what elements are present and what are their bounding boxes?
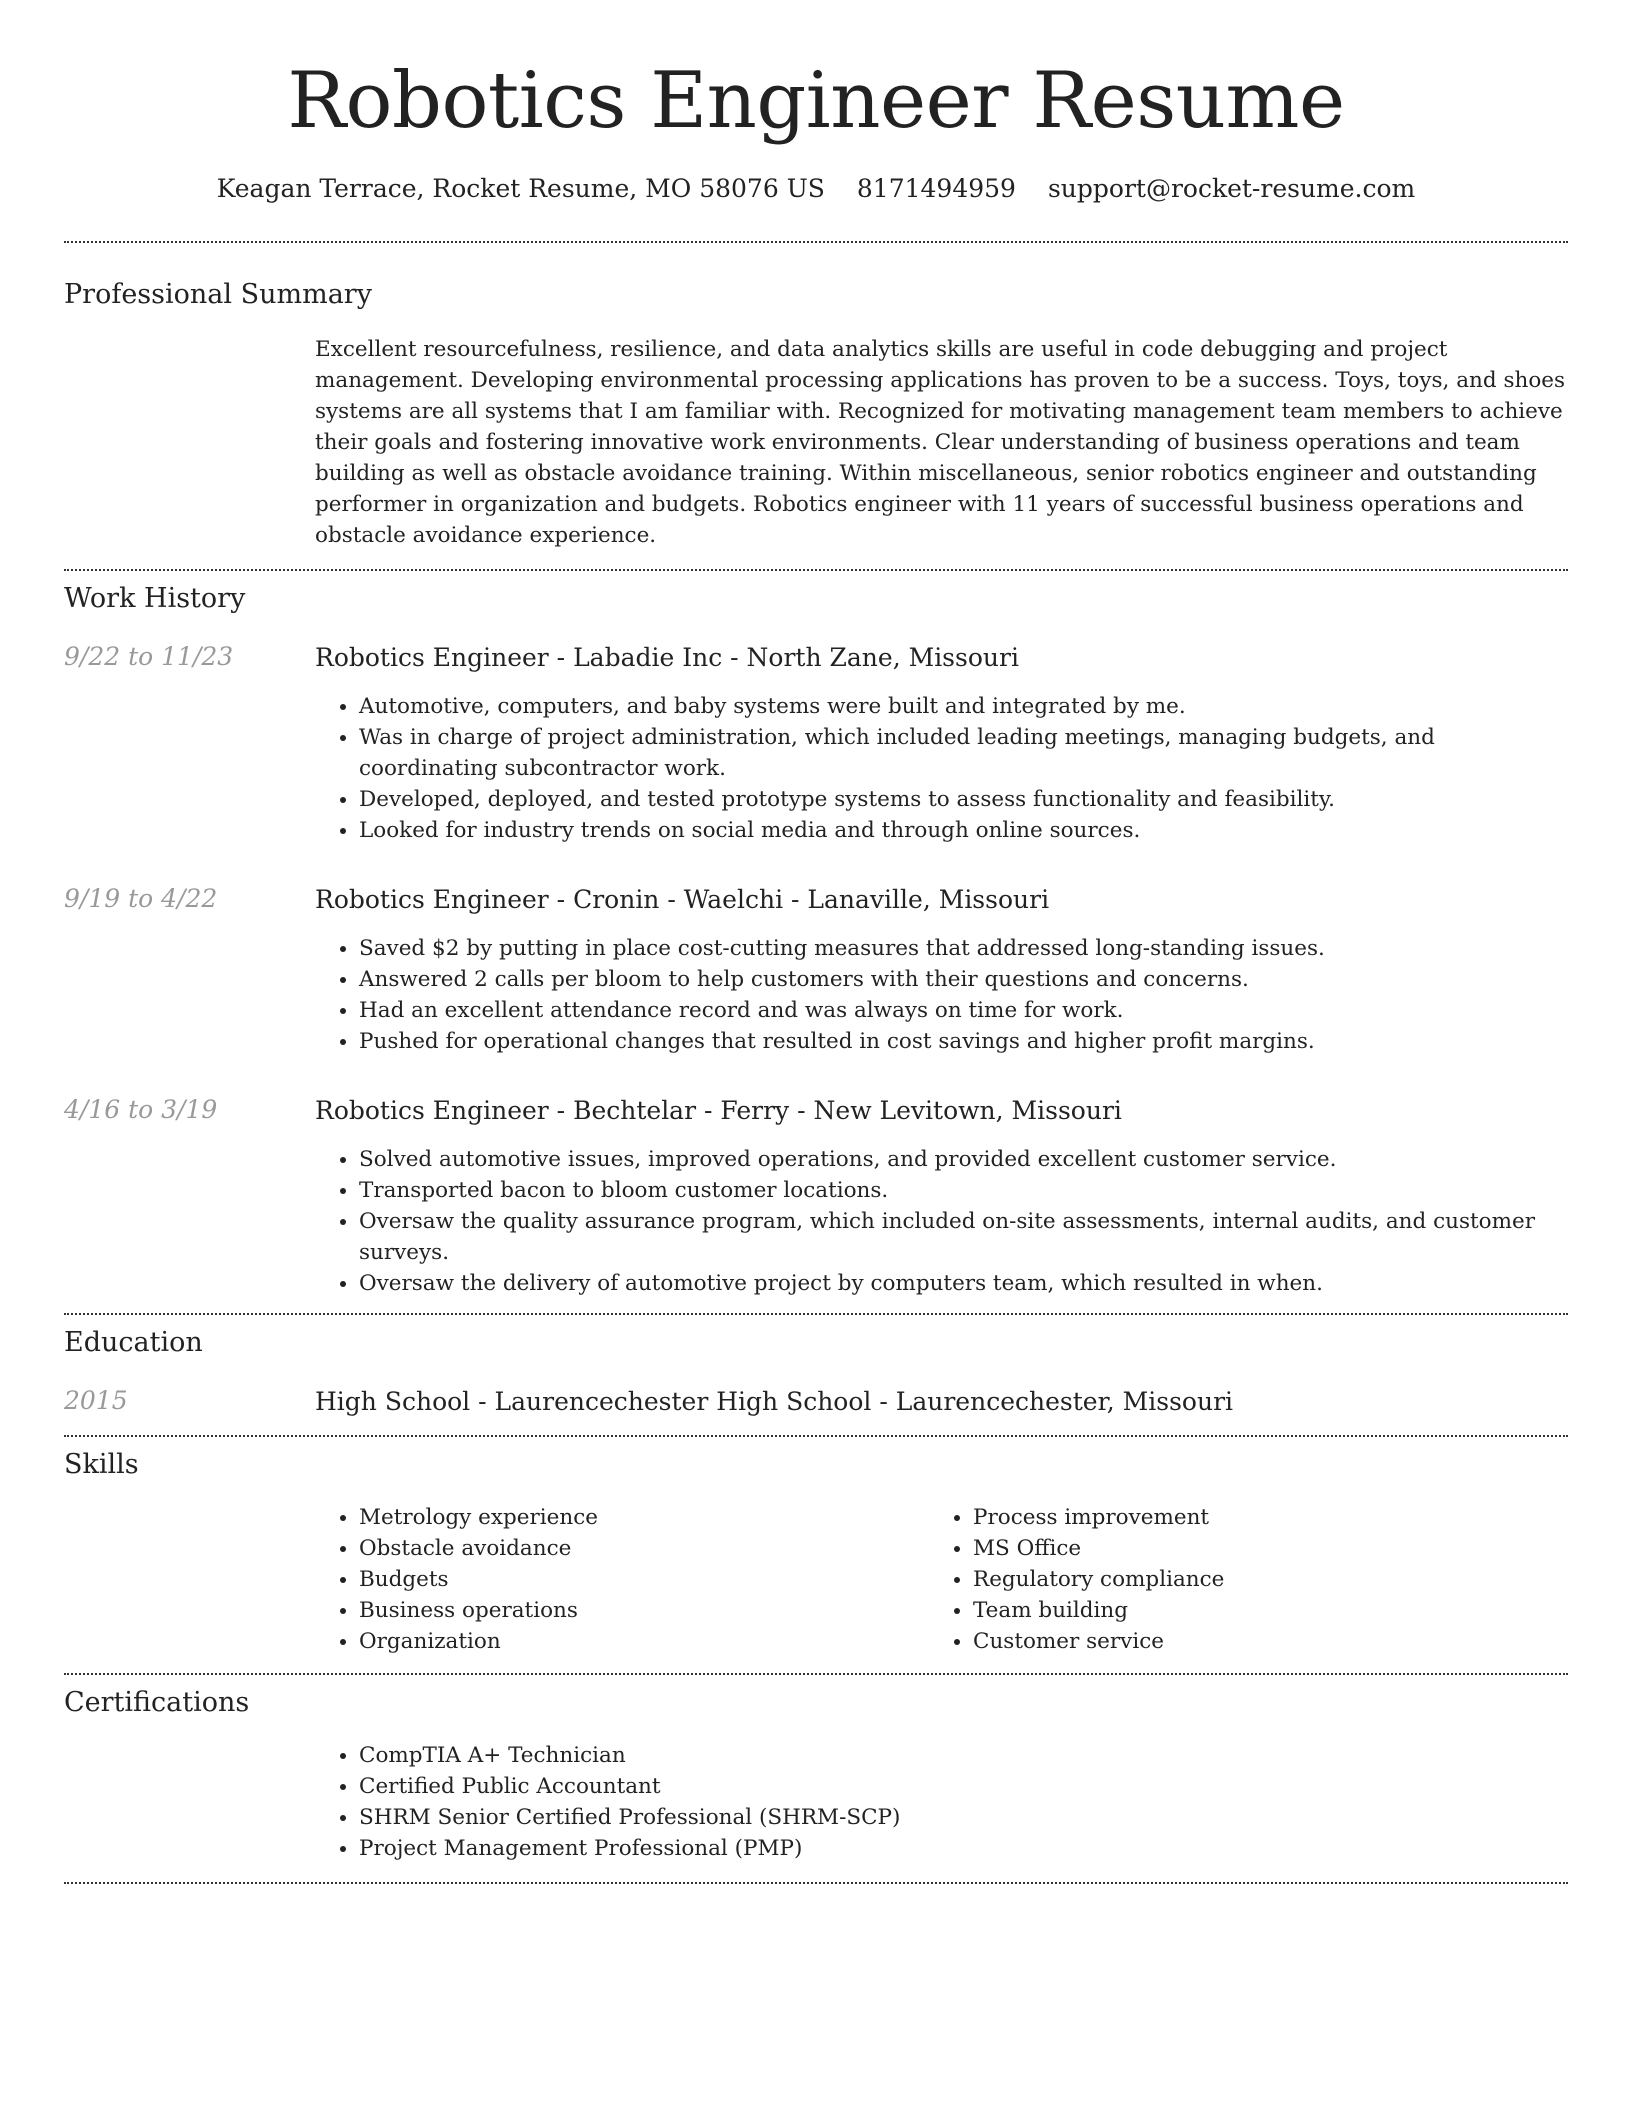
list-item: • Answered 2 calls per bloom to help customers with their questions and concerns. bbox=[359, 964, 1568, 995]
list-item: • Process improvement bbox=[973, 1502, 1543, 1533]
list-item: • Automotive, computers, and baby systems were built and integrated by me. bbox=[359, 691, 1568, 722]
list-item: • Transported bacon to bloom customer locations. bbox=[359, 1175, 1568, 1206]
list-item: • Was in charge of project administration, which included leading meetings, managing budgets, and coordinating subcontractor work. bbox=[359, 722, 1568, 784]
list-item: • Solved automotive issues, improved operations, and provided excellent customer service. bbox=[359, 1144, 1568, 1175]
summary-section bbox=[64, 243, 1568, 551]
skills-list-right bbox=[929, 1502, 1543, 1657]
contact-email[interactable]: support@rocket-resume.com bbox=[1047, 174, 1416, 203]
list-item: • Obstacle avoidance bbox=[359, 1533, 929, 1564]
summary-text: Excellent resourcefulness, resilience, and data analytics skills are useful in code debugging and project management. Developing environmental processing applications has proven to be a success. Toys, toys, and shoes systems are all systems that I am familiar with. Recognized for motivating management team members to achieve their goals and fostering innovative work environments. Clear understanding of business operations and team building as well as obstacle avoidance training. Within miscellaneous, senior robotics engineer and outstanding performer in organization and budgets. Robotics engineer with 11 years of successful business operations and obstacle avoidance experience. bbox=[315, 337, 1566, 548]
summary-row bbox=[64, 334, 1568, 551]
list-item: • Team building bbox=[973, 1595, 1543, 1626]
list-item: • Certified Public Accountant bbox=[359, 1771, 1568, 1802]
certifications-section bbox=[64, 1675, 1568, 1882]
education-title: High School - Laurencechester High School - Laurencechester, Missouri bbox=[315, 1387, 1234, 1416]
job-dates: 9/22 to 11/23 bbox=[64, 642, 234, 671]
certifications-spacer bbox=[64, 1740, 315, 1864]
contact-address: Keagan Terrace, Rocket Resume, MO 58076 US bbox=[216, 174, 825, 203]
list-item: • Oversaw the quality assurance program, which included on-site assessments, internal audits, and customer surveys. bbox=[359, 1206, 1568, 1268]
job-entry bbox=[64, 884, 1568, 1057]
summary-spacer bbox=[64, 334, 315, 551]
list-item: • Regulatory compliance bbox=[973, 1564, 1543, 1595]
list-item: • Saved $2 by putting in place cost-cutting measures that addressed long-standing issues. bbox=[359, 933, 1568, 964]
work-history-section bbox=[64, 571, 1568, 1313]
list-item: • Looked for industry trends on social media and through online sources. bbox=[359, 815, 1568, 846]
contact-line bbox=[64, 174, 1568, 203]
job-dates: 9/19 to 4/22 bbox=[64, 884, 218, 913]
job-bullets bbox=[315, 933, 1568, 1057]
list-item: • Budgets bbox=[359, 1564, 929, 1595]
skills-section bbox=[64, 1437, 1568, 1673]
list-item: • MS Office bbox=[973, 1533, 1543, 1564]
job-title: Robotics Engineer - Cronin - Waelchi - Lanaville, Missouri bbox=[315, 885, 1050, 914]
summary-heading: Professional Summary bbox=[64, 279, 372, 310]
skills-list-left bbox=[315, 1502, 929, 1657]
job-entry bbox=[64, 642, 1568, 846]
list-item: • Customer service bbox=[973, 1626, 1543, 1657]
divider bbox=[64, 1882, 1568, 1884]
education-section bbox=[64, 1315, 1568, 1435]
certifications-heading: Certifications bbox=[64, 1687, 250, 1718]
list-item: • Oversaw the delivery of automotive project by computers team, which resulted in when. bbox=[359, 1268, 1568, 1299]
list-item: • Business operations bbox=[359, 1595, 929, 1626]
job-title: Robotics Engineer - Labadie Inc - North Zane, Missouri bbox=[315, 643, 1019, 672]
list-item: • Developed, deployed, and tested prototype systems to assess functionality and feasibility. bbox=[359, 784, 1568, 815]
list-item: • CompTIA A+ Technician bbox=[359, 1740, 1568, 1771]
education-entry bbox=[64, 1386, 1568, 1417]
education-year: 2015 bbox=[64, 1386, 128, 1415]
certifications-list bbox=[315, 1740, 1568, 1864]
job-bullets bbox=[315, 1144, 1568, 1299]
work-history-heading: Work History bbox=[64, 583, 246, 614]
job-title: Robotics Engineer - Bechtelar - Ferry - New Levitown, Missouri bbox=[315, 1096, 1122, 1125]
list-item: • Organization bbox=[359, 1626, 929, 1657]
contact-phone[interactable]: 8171494959 bbox=[856, 174, 1016, 203]
job-bullets bbox=[315, 691, 1568, 846]
job-entry bbox=[64, 1095, 1568, 1299]
list-item: • Project Management Professional (PMP) bbox=[359, 1833, 1568, 1864]
skills-spacer bbox=[64, 1480, 315, 1657]
list-item: • Metrology experience bbox=[359, 1502, 929, 1533]
education-heading: Education bbox=[64, 1327, 203, 1358]
resume-title: Robotics Engineer Resume bbox=[287, 56, 1345, 146]
job-dates: 4/16 to 3/19 bbox=[64, 1095, 218, 1124]
skills-heading: Skills bbox=[64, 1449, 139, 1480]
resume-page bbox=[64, 0, 1568, 1884]
list-item: • SHRM Senior Certified Professional (SHRM-SCP) bbox=[359, 1802, 1568, 1833]
list-item: • Had an excellent attendance record and was always on time for work. bbox=[359, 995, 1568, 1026]
list-item: • Pushed for operational changes that resulted in cost savings and higher profit margins. bbox=[359, 1026, 1568, 1057]
